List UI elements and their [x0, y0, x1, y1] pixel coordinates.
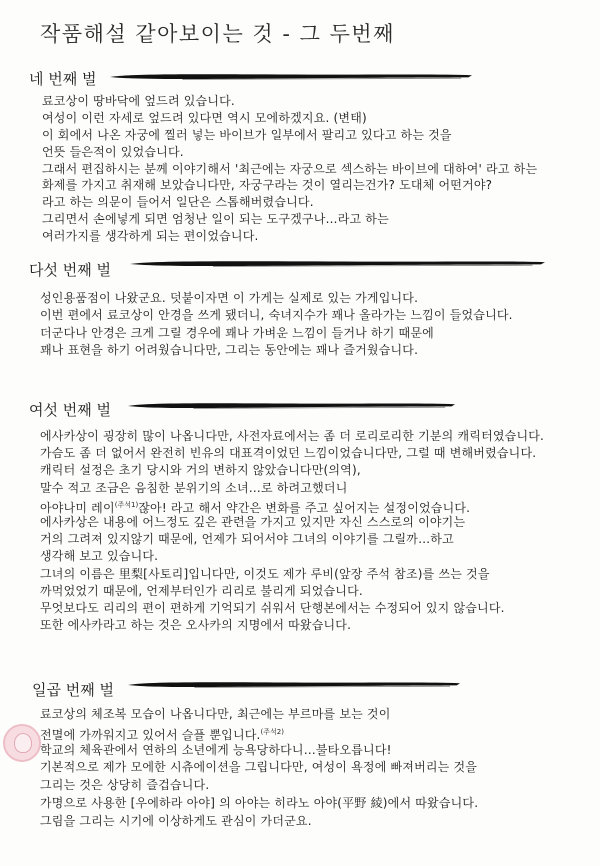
- body-line: 또한 에사카라고 하는 것은 오사카의 지명에서 따왔습니다.: [40, 618, 352, 633]
- body-line: 화제를 가지고 취재해 보았습니다만, 자궁구라는 것이 열리는건가? 도대체 어떤거야?: [42, 178, 493, 193]
- footnote-marker: (주석2): [260, 727, 284, 736]
- body-line: 그래서 편집하시는 분께 이야기해서 '최근에는 자궁으로 섹스하는 바이브에 대하여' 라고 하는: [42, 161, 538, 176]
- body-line: 언뜻 들은적이 있었습니다.: [42, 144, 184, 159]
- section-body: [40, 290, 590, 359]
- line-text: 아야나미 레이: [40, 500, 115, 514]
- watermark-logo: [3, 724, 41, 762]
- section-body: [40, 706, 590, 831]
- brush-stroke-divider: [128, 399, 455, 411]
- body-line: 여러가지를 생각하게 되는 편이었습니다.: [42, 229, 259, 244]
- body-line: 생각해 보고 있습니다.: [40, 549, 159, 564]
- section-heading: 일곱 번째 벌: [32, 681, 114, 699]
- watermark-face-icon: [14, 733, 32, 753]
- body-line: 꽤나 표현을 하기 어려웠습니다만, 그리는 동안에는 꽤나 즐거웠습니다.: [40, 342, 419, 357]
- line-text: 잖아! 라고 해서 약간은 변화를 주고 싶어지는 설정이었습니다.: [138, 500, 471, 514]
- body-line: [40, 724, 590, 742]
- body-line: 에사카상은 내용에 어느정도 깊은 관련을 가지고 있지만 자신 스스로의 이야기는: [40, 514, 466, 529]
- section-body: [42, 93, 590, 245]
- brush-stroke-divider: [110, 70, 472, 82]
- body-line: 성인용품점이 나왔군요. 덧붙이자면 이 가게는 실제로 있는 가게입니다.: [40, 291, 419, 305]
- body-line: 그리는 것은 상당히 즐겁습니다.: [40, 778, 210, 793]
- body-line: 무엇보다도 리리의 편이 편하게 기억되기 쉬워서 단행본에서는 수정되어 있지 않습니다.: [40, 600, 505, 615]
- body-line: 그녀의 이름은 里梨[사토리]입니다만, 이것도 제가 루비(앞장 주석 참조)를 쓰는 것을: [40, 566, 490, 581]
- body-line: 학교의 체육관에서 연하의 소년에게 능욕당하다니…불타오릅니다!: [40, 742, 392, 757]
- body-line: 이번 편에서 료코상이 안경을 쓰게 됐더니, 숙녀지수가 꽤나 올라가는 느낌이 들었습니다.: [40, 308, 513, 323]
- body-line: [40, 497, 590, 514]
- body-line: 여성이 이런 자세로 엎드려 있다면 역시 모에하겠지요. (변태): [42, 110, 367, 125]
- line-text: 전멸에 가까워지고 있어서 슬플 뿐입니다.: [40, 727, 261, 742]
- body-line: 더군다나 안경은 크게 그릴 경우에 꽤나 가벼운 느낌이 들거나 하기 때문에: [40, 325, 434, 340]
- body-line: 그림을 그리는 시기에 이상하게도 관심이 가더군요.: [40, 813, 312, 828]
- body-line: 까먹었었기 때문에, 언제부터인가 리리로 불리게 되었습니다.: [40, 583, 363, 598]
- body-line: 라고 하는 의문이 들어서 일단은 스톱해버렸습니다.: [42, 195, 314, 210]
- body-line: 그리면서 손에넣게 되면 엄청난 일이 되는 도구겠구나…라고 하는: [42, 212, 389, 227]
- section-body: [40, 428, 590, 634]
- body-line: 료코상의 체조복 모습이 나옵니다만, 최근에는 부르마를 보는 것이: [40, 707, 391, 721]
- body-line: 거의 그려져 있지않기 때문에, 언제가 되어서야 그녀의 이야기를 그릴까…하고: [40, 532, 454, 547]
- body-line: 에사카상이 굉장히 많이 나옵니다만, 사전자료에서는 좀 더 로리로리한 기분의 캐릭터였습니다.: [40, 429, 545, 443]
- body-line: 말수 적고 조금은 음침한 분위기의 소녀…로 하려고했더니: [40, 480, 348, 495]
- section-heading: 네 번째 벌: [29, 70, 97, 88]
- brush-stroke-divider: [128, 678, 460, 690]
- footnote-marker: (주석1): [114, 500, 139, 509]
- page-title: 작품해설 같아보이는 것 - 그 두번째: [40, 22, 395, 46]
- body-line: 이 회에서 나온 자궁에 찔러 넣는 바이브가 일부에서 팔리고 있다고 하는 것을: [42, 127, 452, 142]
- body-line: 가슴도 좀 더 없어서 완전히 빈유의 대표격이었던 느낌이었습니다만, 그럴 때 변해버렸습니다.: [40, 446, 537, 461]
- section-heading: 다섯 번째 벌: [29, 261, 111, 279]
- brush-stroke-divider: [130, 257, 545, 269]
- section-heading: 여섯 번째 벌: [29, 401, 111, 419]
- body-line: 료코상이 땅바닥에 엎드려 있습니다.: [42, 94, 235, 108]
- body-line: 가명으로 사용한 [우에하라 아야] 의 아야는 히라노 아야(平野 綾)에서 따왔습니다.: [40, 795, 479, 810]
- body-line: 캐릭터 설정은 초기 당시와 거의 변하지 않았습니다만(의역),: [40, 463, 361, 478]
- body-line: 기본적으로 제가 모에한 시츄에이션을 그립니다만, 여성이 욕정에 빠져버리는 것을: [40, 760, 478, 775]
